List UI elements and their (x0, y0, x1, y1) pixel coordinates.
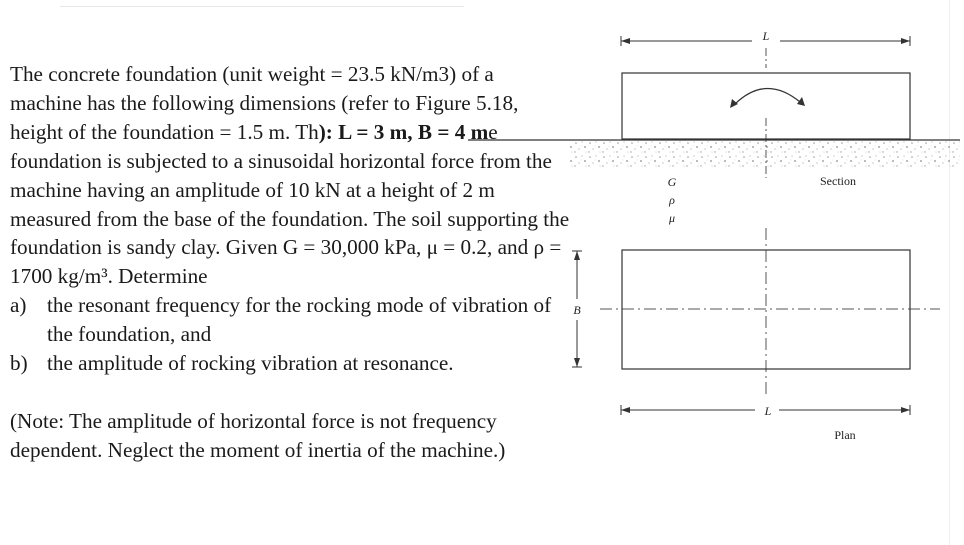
soil-layer (570, 140, 960, 168)
question-a-label: a) (10, 293, 27, 318)
section-caption: Section (820, 174, 856, 188)
plan-dim-label: L (764, 404, 772, 418)
intro-text-1: The concrete foundation (unit weight = 23.5 kN/m3) of a machine has the following dimensions (refer to Figure 5.18, height of the foundation = 1.5 m. Th (10, 62, 519, 144)
plan-caption: Plan (834, 428, 856, 442)
problem-note: (Note: The amplitude of horizontal force is not frequency dependent. Neglect the moment of inertia of the machine.) (10, 408, 506, 462)
soil-param-rho: ρ (669, 193, 675, 207)
plan-view (572, 228, 940, 442)
question-a-text: the resonant frequency for the rocking mode of vibration of the foundation, and (47, 293, 552, 347)
section-dim-label: L (762, 29, 770, 43)
soil-param-g: G (667, 175, 677, 189)
plan-side-label: B (573, 303, 581, 317)
question-b-label: b) (10, 351, 28, 376)
dimensions-bold: ): L = 3 m, B = 4 m (318, 119, 489, 144)
section-view (468, 29, 960, 225)
question-b-text: the amplitude of rocking vibration at resonance. (47, 351, 454, 376)
soil-param-mu: μ (668, 211, 676, 225)
intro-text-2: e foundation is subjected to a sinusoidal horizontal force from the machine having an amplitude of 10 kN at a height of 2 m measured from the base of the foundation. The soil supporting the foundation is sandy clay. Given G = 30,000 kPa, μ = 0.2, and ρ = 1700 kg/m³. Determine (10, 119, 570, 289)
rocking-arrow (730, 88, 805, 108)
